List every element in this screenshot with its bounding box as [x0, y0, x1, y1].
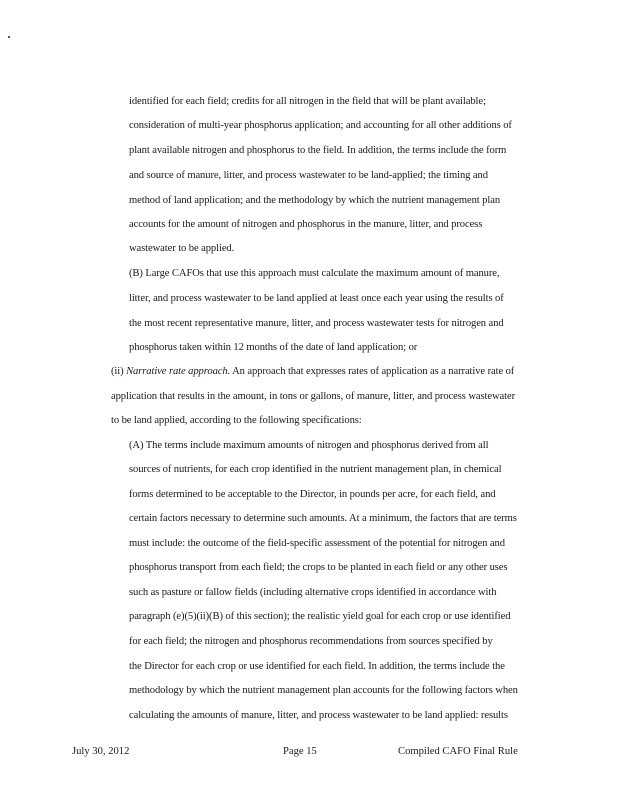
- text-line: identified for each field; credits for all nitrogen in the field that will be plant available;: [129, 96, 486, 107]
- text-line: sources of nutrients, for each crop identified in the nutrient management plan, in chemical: [129, 464, 502, 475]
- text-line: wastewater to be applied.: [129, 243, 235, 254]
- text-line: the Director for each crop or use identified for each field. In addition, the terms include the: [129, 661, 505, 672]
- text-line: accounts for the amount of nitrogen and phosphorus in the manure, litter, and process: [129, 219, 483, 230]
- footer-page: Page 15: [283, 746, 317, 757]
- text-line: methodology by which the nutrient management plan accounts for the following factors when: [129, 685, 518, 696]
- footer-title: Compiled CAFO Final Rule: [398, 746, 518, 757]
- text-line: and source of manure, litter, and process wastewater to be land-applied; the timing and: [129, 170, 488, 181]
- text-line: litter, and process wastewater to be land applied at least once each year using the results of: [129, 293, 504, 304]
- footer-date: July 30, 2012: [72, 746, 130, 757]
- text-line: consideration of multi-year phosphorus application; and accounting for all other additions of: [129, 120, 512, 131]
- text-line: paragraph (e)(5)(ii)(B) of this section); the realistic yield goal for each crop or use identified: [129, 611, 511, 622]
- text-line: application that results in the amount, in tons or gallons, of manure, litter, and process wastewater: [111, 391, 515, 402]
- text-line: phosphorus taken within 12 months of the date of land application; or: [129, 342, 418, 353]
- section-heading: Narrative rate approach.: [126, 366, 231, 377]
- text-line: plant available nitrogen and phosphorus to the field. In addition, the terms include the form: [129, 145, 507, 156]
- text-line: phosphorus transport from each field; the crops to be planted in each field or any other uses: [129, 562, 508, 573]
- text-line: certain factors necessary to determine such amounts. At a minimum, the factors that are terms: [129, 513, 517, 524]
- text-line: forms determined to be acceptable to the Director, in pounds per acre, for each field, and: [129, 489, 496, 500]
- text-line: for each field; the nitrogen and phosphorus recommendations from sources specified by: [129, 636, 493, 647]
- narrative-rate-heading-line: [111, 366, 514, 378]
- item-number: (ii): [111, 366, 127, 377]
- text-line: calculating the amounts of manure, litter, and process wastewater to be land applied: results: [129, 710, 508, 721]
- text-line: to be land applied, according to the following specifications:: [111, 415, 362, 426]
- text-line: the most recent representative manure, litter, and process wastewater tests for nitrogen and: [129, 318, 504, 329]
- text-line: (A) The terms include maximum amounts of nitrogen and phosphorus derived from all: [129, 440, 489, 451]
- scan-speck: [8, 36, 10, 38]
- text-line: (B) Large CAFOs that use this approach must calculate the maximum amount of manure,: [129, 268, 500, 279]
- text-line: method of land application; and the methodology by which the nutrient management plan: [129, 195, 501, 206]
- text-line: such as pasture or fallow fields (including alternative crops identified in accordance with: [129, 587, 497, 598]
- text-segment: An approach that expresses rates of application as a narrative rate of: [230, 366, 515, 377]
- text-line: must include: the outcome of the field-specific assessment of the potential for nitrogen and: [129, 538, 505, 549]
